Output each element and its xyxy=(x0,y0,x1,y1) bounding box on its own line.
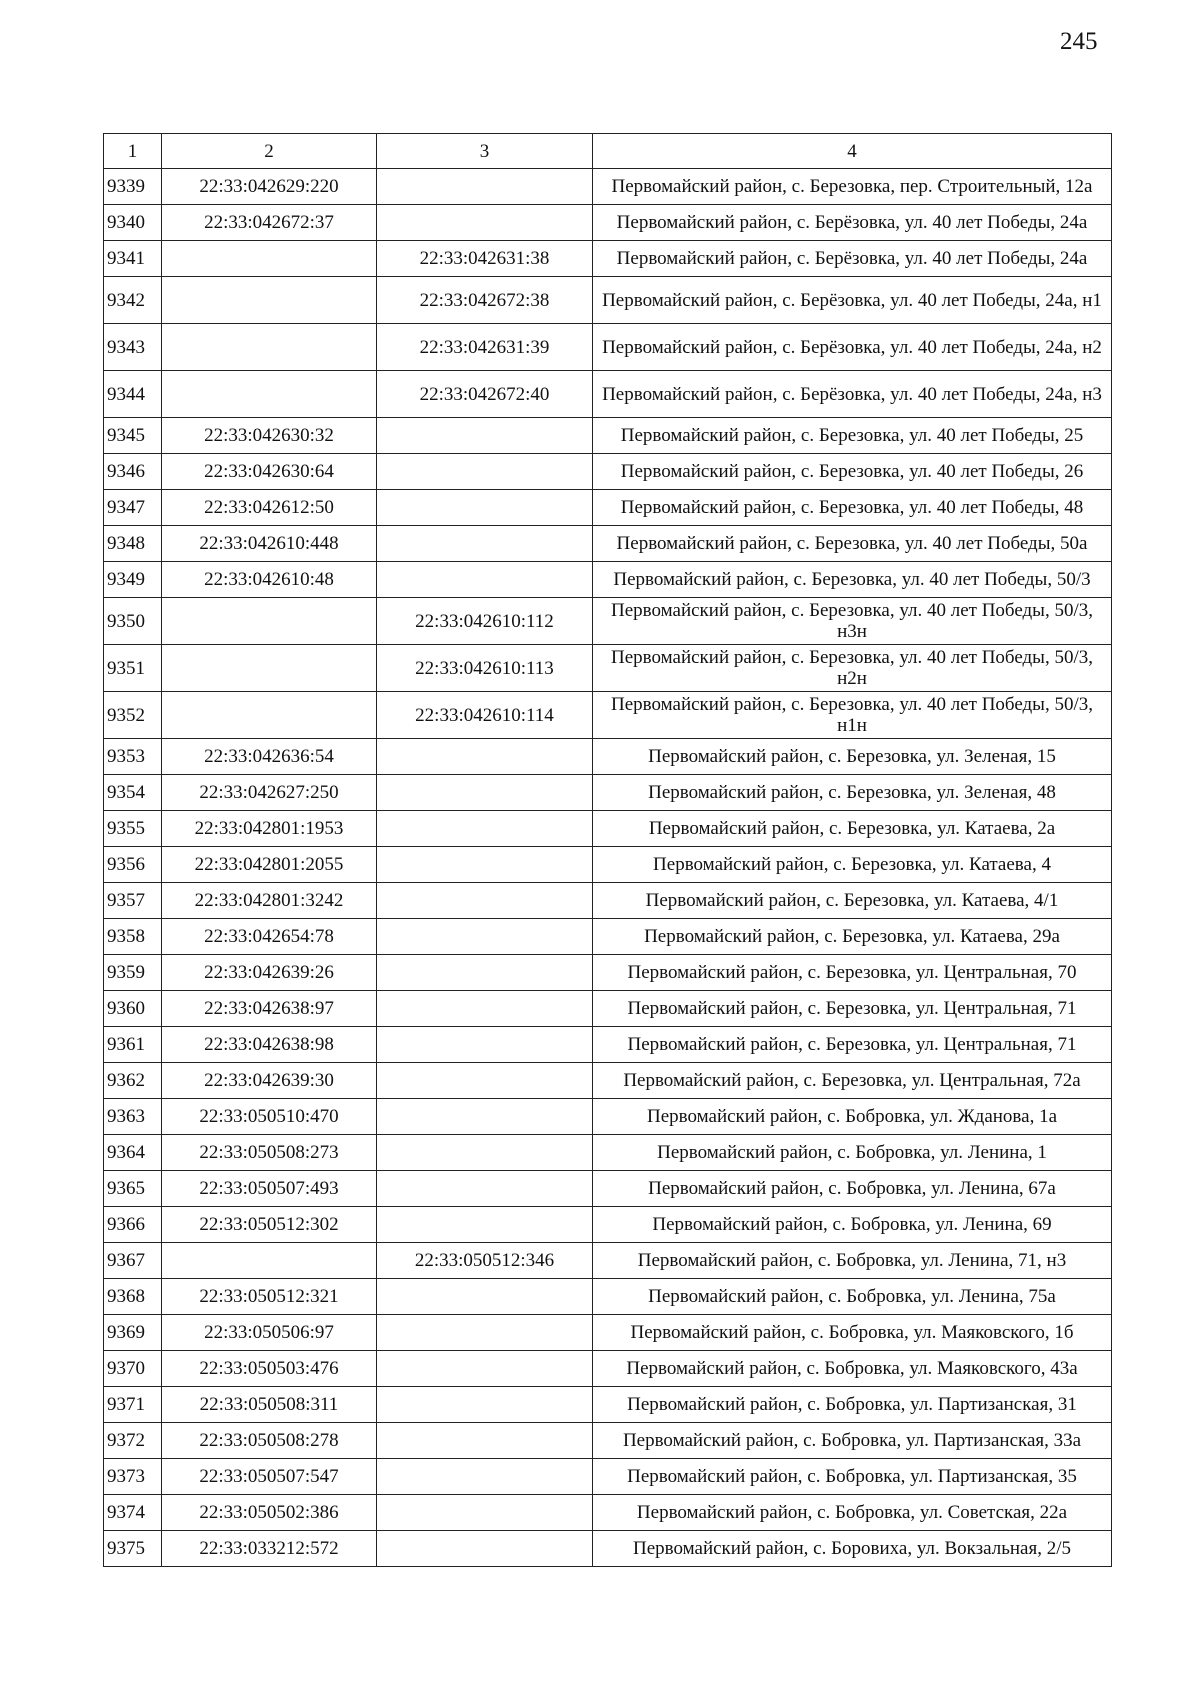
cadastral-number-cell: 22:33:042638:98 xyxy=(162,1027,377,1063)
cadastral-number-cell: 22:33:042610:448 xyxy=(162,526,377,562)
address-cell: Первомайский район, с. Бобровка, ул. Ленина, 67а xyxy=(593,1171,1112,1207)
table-body xyxy=(104,169,1112,1567)
cadastral-number-cell: 22:33:050508:278 xyxy=(162,1423,377,1459)
table-row xyxy=(104,1099,1112,1135)
cadastral-number-cell: 22:33:050510:470 xyxy=(162,1099,377,1135)
table-row xyxy=(104,775,1112,811)
cadastral-number-cell xyxy=(162,645,377,692)
table-row xyxy=(104,324,1112,371)
table-row xyxy=(104,1171,1112,1207)
cadastral-number-alt-cell xyxy=(377,562,593,598)
cadastral-number-alt-cell xyxy=(377,1099,593,1135)
table-row xyxy=(104,1531,1112,1567)
table-row xyxy=(104,883,1112,919)
table-row xyxy=(104,1315,1112,1351)
address-cell: Первомайский район, с. Березовка, ул. Катаева, 4/1 xyxy=(593,883,1112,919)
table-row xyxy=(104,1063,1112,1099)
cadastral-number-cell: 22:33:050507:547 xyxy=(162,1459,377,1495)
cadastral-number-cell: 22:33:033212:572 xyxy=(162,1531,377,1567)
cadastral-number-cell: 22:33:050503:476 xyxy=(162,1351,377,1387)
table-row xyxy=(104,1027,1112,1063)
address-cell: Первомайский район, с. Березовка, ул. Катаева, 29а xyxy=(593,919,1112,955)
cadastral-number-cell: 22:33:050508:311 xyxy=(162,1387,377,1423)
row-number-cell: 9342 xyxy=(104,277,162,324)
cadastral-number-cell xyxy=(162,324,377,371)
address-cell: Первомайский район, с. Березовка, ул. Центральная, 71 xyxy=(593,1027,1112,1063)
address-cell: Первомайский район, с. Бобровка, ул. Маяковского, 1б xyxy=(593,1315,1112,1351)
address-cell: Первомайский район, с. Берёзовка, ул. 40 лет Победы, 24а, н3 xyxy=(593,371,1112,418)
address-cell: Первомайский район, с. Березовка, ул. 40 лет Победы, 50/3, н1н xyxy=(593,692,1112,739)
address-cell: Первомайский район, с. Березовка, ул. Центральная, 72а xyxy=(593,1063,1112,1099)
row-number-cell: 9343 xyxy=(104,324,162,371)
cadastral-number-cell: 22:33:050502:386 xyxy=(162,1495,377,1531)
table-row xyxy=(104,418,1112,454)
cadastral-number-alt-cell xyxy=(377,1531,593,1567)
cadastral-number-cell: 22:33:042629:220 xyxy=(162,169,377,205)
row-number-cell: 9349 xyxy=(104,562,162,598)
cadastral-number-cell: 22:33:042801:3242 xyxy=(162,883,377,919)
table-row xyxy=(104,692,1112,739)
cadastral-number-cell: 22:33:050506:97 xyxy=(162,1315,377,1351)
row-number-cell: 9341 xyxy=(104,241,162,277)
table-row xyxy=(104,1423,1112,1459)
row-number-cell: 9366 xyxy=(104,1207,162,1243)
table-row xyxy=(104,454,1112,490)
address-cell: Первомайский район, с. Березовка, ул. 40 лет Победы, 50а xyxy=(593,526,1112,562)
row-number-cell: 9355 xyxy=(104,811,162,847)
cadastral-number-alt-cell: 22:33:042672:38 xyxy=(377,277,593,324)
row-number-cell: 9368 xyxy=(104,1279,162,1315)
address-cell: Первомайский район, с. Березовка, ул. 40 лет Победы, 48 xyxy=(593,490,1112,526)
address-cell: Первомайский район, с. Бобровка, ул. Ленина, 75а xyxy=(593,1279,1112,1315)
address-cell: Первомайский район, с. Бобровка, ул. Советская, 22а xyxy=(593,1495,1112,1531)
cadastral-number-cell: 22:33:042638:97 xyxy=(162,991,377,1027)
cadastral-number-alt-cell xyxy=(377,775,593,811)
row-number-cell: 9357 xyxy=(104,883,162,919)
cadastral-number-cell: 22:33:042672:37 xyxy=(162,205,377,241)
row-number-cell: 9345 xyxy=(104,418,162,454)
cadastral-number-alt-cell: 22:33:042631:38 xyxy=(377,241,593,277)
table-row xyxy=(104,277,1112,324)
address-cell: Первомайский район, с. Бобровка, ул. Партизанская, 35 xyxy=(593,1459,1112,1495)
header-col-3: 3 xyxy=(377,134,593,169)
row-number-cell: 9370 xyxy=(104,1351,162,1387)
row-number-cell: 9374 xyxy=(104,1495,162,1531)
cadastral-number-cell: 22:33:042636:54 xyxy=(162,739,377,775)
cadastral-number-cell: 22:33:050512:302 xyxy=(162,1207,377,1243)
table-row xyxy=(104,1207,1112,1243)
row-number-cell: 9361 xyxy=(104,1027,162,1063)
row-number-cell: 9351 xyxy=(104,645,162,692)
row-number-cell: 9367 xyxy=(104,1243,162,1279)
table-row xyxy=(104,562,1112,598)
table-row xyxy=(104,1351,1112,1387)
table-row xyxy=(104,645,1112,692)
cadastral-number-cell: 22:33:050512:321 xyxy=(162,1279,377,1315)
row-number-cell: 9340 xyxy=(104,205,162,241)
table-row xyxy=(104,955,1112,991)
table-row xyxy=(104,490,1112,526)
address-cell: Первомайский район, с. Березовка, ул. Зеленая, 15 xyxy=(593,739,1112,775)
cadastral-number-alt-cell xyxy=(377,1135,593,1171)
cadastral-number-cell xyxy=(162,371,377,418)
row-number-cell: 9375 xyxy=(104,1531,162,1567)
table-row xyxy=(104,371,1112,418)
table-row xyxy=(104,1279,1112,1315)
cadastral-number-cell: 22:33:042801:1953 xyxy=(162,811,377,847)
row-number-cell: 9339 xyxy=(104,169,162,205)
address-cell: Первомайский район, с. Бобровка, ул. Партизанская, 31 xyxy=(593,1387,1112,1423)
cadastral-number-alt-cell xyxy=(377,919,593,955)
cadastral-number-cell xyxy=(162,277,377,324)
row-number-cell: 9348 xyxy=(104,526,162,562)
cadastral-number-cell: 22:33:042630:32 xyxy=(162,418,377,454)
cadastral-number-alt-cell xyxy=(377,1063,593,1099)
header-row xyxy=(104,134,1112,169)
row-number-cell: 9358 xyxy=(104,919,162,955)
cadastral-number-alt-cell xyxy=(377,1279,593,1315)
cadastral-number-alt-cell xyxy=(377,1459,593,1495)
cadastral-number-cell: 22:33:042627:250 xyxy=(162,775,377,811)
cadastral-number-alt-cell xyxy=(377,1027,593,1063)
table-row xyxy=(104,1135,1112,1171)
cadastral-number-alt-cell: 22:33:042672:40 xyxy=(377,371,593,418)
address-cell: Первомайский район, с. Бобровка, ул. Жданова, 1а xyxy=(593,1099,1112,1135)
address-cell: Первомайский район, с. Бобровка, ул. Маяковского, 43а xyxy=(593,1351,1112,1387)
cadastral-number-alt-cell xyxy=(377,454,593,490)
cadastral-number-cell xyxy=(162,598,377,645)
cadastral-number-cell: 22:33:042654:78 xyxy=(162,919,377,955)
cadastral-number-alt-cell xyxy=(377,169,593,205)
header-col-2: 2 xyxy=(162,134,377,169)
row-number-cell: 9372 xyxy=(104,1423,162,1459)
cadastral-number-alt-cell xyxy=(377,1423,593,1459)
address-cell: Первомайский район, с. Березовка, ул. 40 лет Победы, 50/3, н2н xyxy=(593,645,1112,692)
table-row xyxy=(104,526,1112,562)
address-cell: Первомайский район, с. Березовка, ул. 40 лет Победы, 50/3, н3н xyxy=(593,598,1112,645)
address-cell: Первомайский район, с. Боровиха, ул. Вокзальная, 2/5 xyxy=(593,1531,1112,1567)
cadastral-number-alt-cell xyxy=(377,418,593,454)
cadastral-number-alt-cell xyxy=(377,1171,593,1207)
row-number-cell: 9363 xyxy=(104,1099,162,1135)
table-row xyxy=(104,205,1112,241)
address-cell: Первомайский район, с. Берёзовка, ул. 40 лет Победы, 24а xyxy=(593,205,1112,241)
table-row xyxy=(104,1243,1112,1279)
cadastral-number-cell: 22:33:050507:493 xyxy=(162,1171,377,1207)
address-cell: Первомайский район, с. Бобровка, ул. Ленина, 69 xyxy=(593,1207,1112,1243)
cadastral-number-alt-cell xyxy=(377,811,593,847)
row-number-cell: 9350 xyxy=(104,598,162,645)
table-header xyxy=(104,134,1112,169)
table-row xyxy=(104,1495,1112,1531)
cadastral-number-cell: 22:33:042639:30 xyxy=(162,1063,377,1099)
address-cell: Первомайский район, с. Березовка, ул. 40 лет Победы, 26 xyxy=(593,454,1112,490)
row-number-cell: 9344 xyxy=(104,371,162,418)
row-number-cell: 9360 xyxy=(104,991,162,1027)
cadastral-number-cell: 22:33:050508:273 xyxy=(162,1135,377,1171)
cadastral-number-alt-cell xyxy=(377,955,593,991)
address-cell: Первомайский район, с. Берёзовка, ул. 40 лет Победы, 24а, н2 xyxy=(593,324,1112,371)
row-number-cell: 9352 xyxy=(104,692,162,739)
cadastral-number-cell: 22:33:042801:2055 xyxy=(162,847,377,883)
cadastral-number-alt-cell xyxy=(377,739,593,775)
cadastral-number-alt-cell xyxy=(377,1495,593,1531)
row-number-cell: 9359 xyxy=(104,955,162,991)
row-number-cell: 9354 xyxy=(104,775,162,811)
table-row xyxy=(104,169,1112,205)
table-row xyxy=(104,811,1112,847)
cadastral-number-alt-cell: 22:33:042610:113 xyxy=(377,645,593,692)
cadastral-number-alt-cell xyxy=(377,847,593,883)
address-cell: Первомайский район, с. Березовка, ул. Центральная, 71 xyxy=(593,991,1112,1027)
cadastral-number-cell: 22:33:042630:64 xyxy=(162,454,377,490)
table-row xyxy=(104,847,1112,883)
cadastral-number-alt-cell xyxy=(377,526,593,562)
address-cell: Первомайский район, с. Березовка, пер. Строительный, 12а xyxy=(593,169,1112,205)
row-number-cell: 9362 xyxy=(104,1063,162,1099)
row-number-cell: 9353 xyxy=(104,739,162,775)
table-row xyxy=(104,739,1112,775)
cadastral-number-alt-cell xyxy=(377,1315,593,1351)
cadastral-number-alt-cell xyxy=(377,1351,593,1387)
cadastral-number-alt-cell: 22:33:050512:346 xyxy=(377,1243,593,1279)
cadastral-number-cell xyxy=(162,1243,377,1279)
cadastral-number-cell: 22:33:042612:50 xyxy=(162,490,377,526)
row-number-cell: 9347 xyxy=(104,490,162,526)
header-col-4: 4 xyxy=(593,134,1112,169)
address-cell: Первомайский район, с. Бобровка, ул. Ленина, 1 xyxy=(593,1135,1112,1171)
cadastral-number-cell xyxy=(162,241,377,277)
address-cell: Первомайский район, с. Березовка, ул. Зеленая, 48 xyxy=(593,775,1112,811)
address-cell: Первомайский район, с. Березовка, ул. Катаева, 4 xyxy=(593,847,1112,883)
cadastral-number-cell xyxy=(162,692,377,739)
cadastral-number-alt-cell: 22:33:042610:112 xyxy=(377,598,593,645)
row-number-cell: 9373 xyxy=(104,1459,162,1495)
table-row xyxy=(104,991,1112,1027)
address-cell: Первомайский район, с. Березовка, ул. Центральная, 70 xyxy=(593,955,1112,991)
row-number-cell: 9365 xyxy=(104,1171,162,1207)
table-row xyxy=(104,1387,1112,1423)
cadastral-number-alt-cell xyxy=(377,490,593,526)
address-cell: Первомайский район, с. Березовка, ул. Катаева, 2а xyxy=(593,811,1112,847)
cadastral-number-alt-cell: 22:33:042610:114 xyxy=(377,692,593,739)
cadastral-number-alt-cell xyxy=(377,1387,593,1423)
address-cell: Первомайский район, с. Берёзовка, ул. 40 лет Победы, 24а, н1 xyxy=(593,277,1112,324)
table-row xyxy=(104,1459,1112,1495)
row-number-cell: 9346 xyxy=(104,454,162,490)
cadastral-number-alt-cell xyxy=(377,883,593,919)
address-cell: Первомайский район, с. Бобровка, ул. Партизанская, 33а xyxy=(593,1423,1112,1459)
address-cell: Первомайский район, с. Берёзовка, ул. 40 лет Победы, 24а xyxy=(593,241,1112,277)
row-number-cell: 9371 xyxy=(104,1387,162,1423)
cadastral-number-alt-cell xyxy=(377,205,593,241)
row-number-cell: 9369 xyxy=(104,1315,162,1351)
cadastral-number-alt-cell: 22:33:042631:39 xyxy=(377,324,593,371)
table-row xyxy=(104,241,1112,277)
table-row xyxy=(104,598,1112,645)
header-col-1: 1 xyxy=(104,134,162,169)
cadastral-number-alt-cell xyxy=(377,991,593,1027)
cadastral-number-cell: 22:33:042610:48 xyxy=(162,562,377,598)
row-number-cell: 9364 xyxy=(104,1135,162,1171)
cadastral-number-alt-cell xyxy=(377,1207,593,1243)
table-row xyxy=(104,919,1112,955)
row-number-cell: 9356 xyxy=(104,847,162,883)
address-cell: Первомайский район, с. Бобровка, ул. Ленина, 71, н3 xyxy=(593,1243,1112,1279)
address-cell: Первомайский район, с. Березовка, ул. 40 лет Победы, 25 xyxy=(593,418,1112,454)
cadastral-number-cell: 22:33:042639:26 xyxy=(162,955,377,991)
page-number: 245 xyxy=(1060,28,1098,55)
address-cell: Первомайский район, с. Березовка, ул. 40 лет Победы, 50/3 xyxy=(593,562,1112,598)
registry-table xyxy=(103,133,1112,1567)
